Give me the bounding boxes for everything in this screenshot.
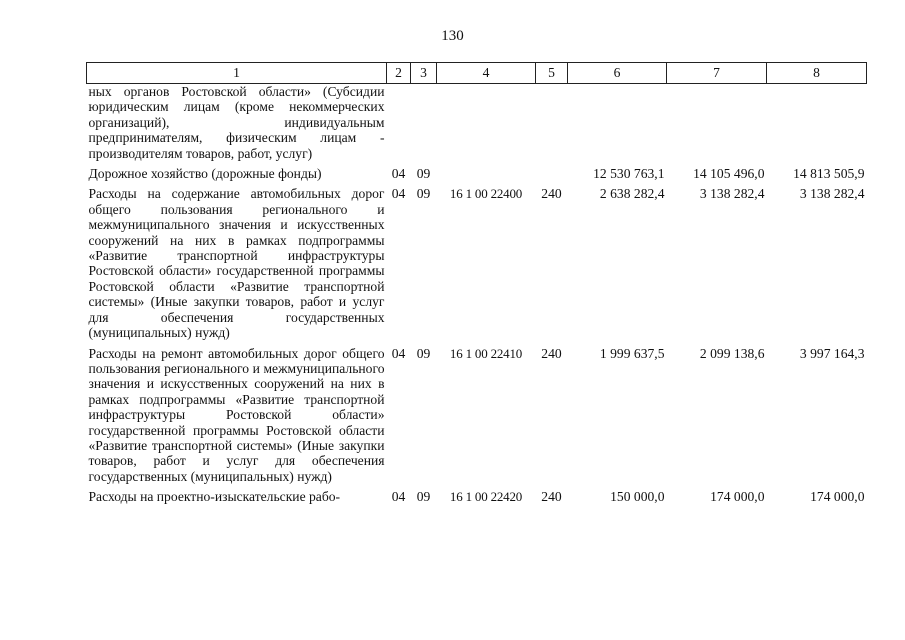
row-amount-col6: 12 530 763,1: [593, 166, 665, 182]
row-amount-col8: [767, 84, 867, 167]
row-amount-col8: 3 997 164,3: [799, 345, 865, 361]
row-amount-col7: 3 138 282,4: [699, 186, 765, 202]
row-amount-col7: 174 000,0: [710, 489, 765, 505]
row-amount-col6: 2 638 282,4: [599, 186, 665, 202]
table-row: [87, 84, 867, 167]
row-subsection: 09: [416, 489, 431, 505]
row-target-code: 16 1 00 22400: [449, 186, 523, 202]
table-row: [87, 346, 867, 490]
row-subsection: 09: [416, 186, 431, 202]
header-col-2: 2: [387, 63, 411, 84]
row-amount-col8: 3 138 282,4: [799, 186, 865, 202]
row-expense-type: 240: [541, 186, 562, 202]
table-row: [87, 186, 867, 345]
header-row: [87, 63, 867, 84]
row-amount-col7: 14 105 496,0: [693, 166, 765, 182]
table-header: [87, 63, 867, 84]
row-description: Расходы на содержание автомобильных дорог общего пользования регионального и межмуниципального значения и искусственных сооружений на них в рамках подпрограммы «Развитие транспортной инфраструктуры Ростовской области» государственной программы Ростовской области «Развитие транспортной системы» (Иные закупки товаров, работ и услуг для обеспечения государственных (муниципальных) нужд): [88, 186, 385, 341]
header-col-1: 1: [87, 63, 387, 84]
budget-table: [86, 62, 867, 505]
row-target-code: 16 1 00 22410: [449, 345, 523, 361]
row-amount-col6: 150 000,0: [610, 489, 665, 505]
row-amount-col7: 2 099 138,6: [699, 345, 765, 361]
table-body: [87, 84, 867, 505]
row-description: Расходы на проектно-изыскательские рабо-: [88, 489, 341, 505]
row-amount-col8: 14 813 505,9: [793, 166, 865, 182]
table-row: [87, 166, 867, 186]
header-col-6: 6: [568, 63, 667, 84]
row-subsection: 09: [416, 345, 431, 361]
header-col-3: 3: [411, 63, 437, 84]
row-section: 04: [391, 186, 406, 202]
row-target-code: [437, 166, 536, 186]
row-description: Дорожное хозяйство (дорожные фонды): [88, 166, 322, 182]
header-col-4: 4: [437, 63, 536, 84]
row-amount-col6: 1 999 637,5: [599, 345, 665, 361]
row-description: Расходы на ремонт автомобильных дорог общего пользования регионального и межмуниципального значения и искусственных сооружений на них в рамках подпрограммы «Развитие транспортной инфраструктуры Ростовской области» государственной программы Ростовской области «Развитие транспортной системы» (Иные закупки товаров, работ и услуг для обеспечения государственных (муниципальных) нужд): [88, 345, 385, 484]
row-section: 04: [391, 166, 406, 182]
header-col-5: 5: [536, 63, 568, 84]
row-expense-type: 240: [541, 345, 562, 361]
header-col-7: 7: [667, 63, 767, 84]
table-row: [87, 489, 867, 504]
row-amount-col8: 174 000,0: [810, 489, 865, 505]
row-description: ных органов Ростовской области» (Субсидии юридическим лицам (кроме некоммерческих организаций), индивидуальным предпринимателям, физическим лицам - производителям товаров, работ, услуг): [88, 84, 385, 161]
row-subsection: [411, 84, 437, 167]
row-subsection: 09: [416, 166, 431, 182]
row-amount-col6: [568, 84, 667, 167]
page-number: 130: [441, 28, 464, 44]
row-expense-type: 240: [541, 489, 562, 505]
header-col-8: 8: [767, 63, 867, 84]
row-amount-col7: [667, 84, 767, 167]
row-section: 04: [391, 345, 406, 361]
row-expense-type: [536, 84, 568, 167]
row-section: [387, 84, 411, 167]
row-target-code: 16 1 00 22420: [449, 489, 523, 505]
row-expense-type: [536, 166, 568, 186]
row-target-code: [437, 84, 536, 167]
row-section: 04: [391, 489, 406, 505]
